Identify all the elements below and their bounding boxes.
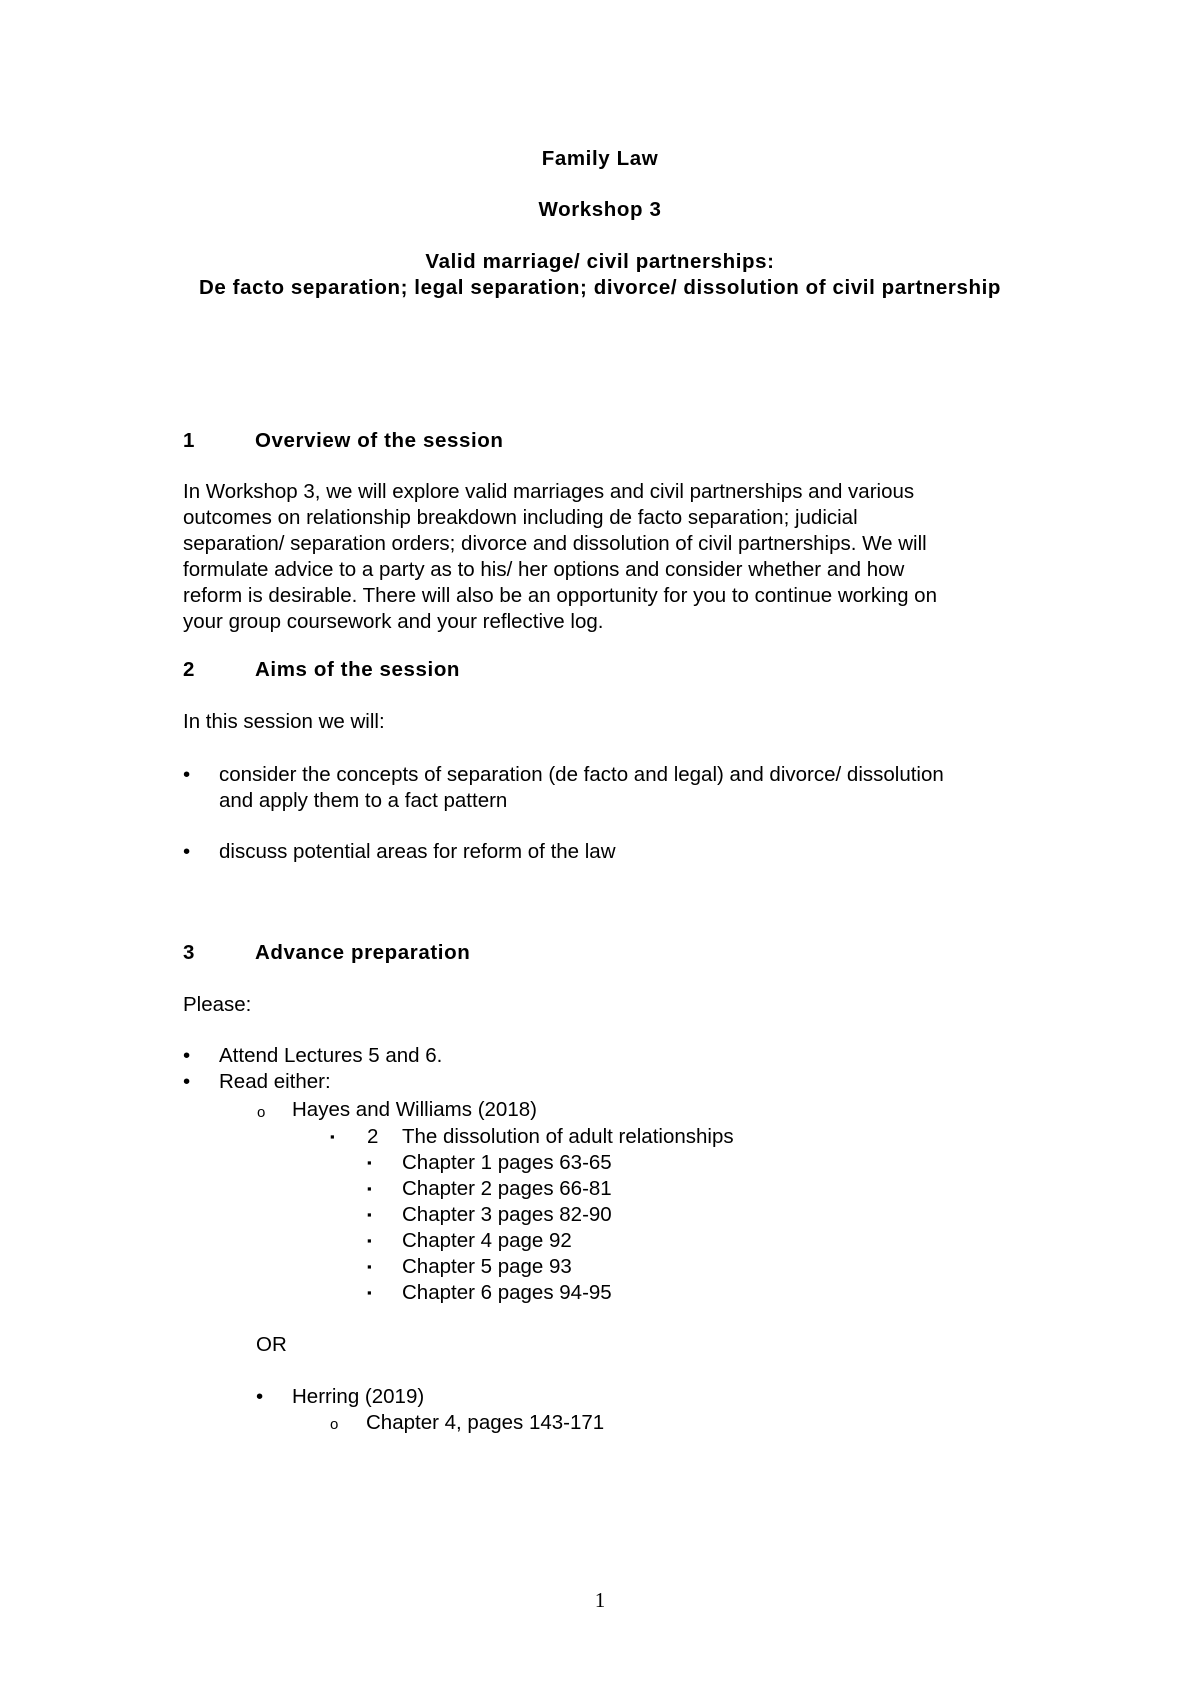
square-bullet-icon: ▪: [367, 1155, 372, 1170]
square-bullet-icon: ▪: [367, 1259, 372, 1274]
workshop-title: Workshop 3: [538, 198, 662, 221]
square-bullet-icon: ▪: [367, 1233, 372, 1248]
bullet-icon: •: [183, 1070, 191, 1093]
overview-paragraph: [183, 479, 1033, 635]
square-bullet-icon: ▪: [330, 1129, 335, 1144]
circle-bullet-icon: o: [330, 1416, 339, 1433]
chapter-item: Chapter 5 page 93: [402, 1255, 572, 1278]
reading-hayes-williams: Hayes and Williams (2018): [292, 1098, 537, 1121]
aims-item-line: discuss potential areas for reform of the law: [219, 840, 616, 863]
or-separator: OR: [256, 1333, 287, 1356]
section-title: Advance preparation: [255, 941, 471, 964]
paragraph-line: formulate advice to a party as to his/ her options and consider whether and how: [183, 558, 905, 581]
bullet-icon: •: [183, 840, 191, 863]
preparation-intro: Please:: [183, 993, 252, 1016]
paragraph-line: your group coursework and your reflective log.: [183, 610, 604, 633]
topic-line-1: Valid marriage/ civil partnerships:: [425, 250, 775, 273]
square-bullet-icon: ▪: [367, 1181, 372, 1196]
section-number: 1: [183, 429, 196, 452]
chapter-item: Chapter 3 pages 82-90: [402, 1203, 612, 1226]
aims-item-line: consider the concepts of separation (de facto and legal) and divorce/ dissolution: [219, 763, 944, 786]
reading-part-title: The dissolution of adult relationships: [402, 1125, 734, 1148]
paragraph-line: In Workshop 3, we will explore valid marriages and civil partnerships and various: [183, 480, 915, 503]
section-heading-aims: [183, 657, 460, 683]
section-number: 3: [183, 941, 196, 964]
paragraph-line: reform is desirable. There will also be an opportunity for you to continue working on: [183, 584, 937, 607]
course-title: Family Law: [541, 147, 659, 170]
square-bullet-icon: ▪: [367, 1285, 372, 1300]
aims-intro: In this session we will:: [183, 710, 385, 733]
section-heading-preparation: [183, 940, 470, 966]
circle-bullet-icon: o: [257, 1104, 266, 1121]
chapter-item: Chapter 6 pages 94-95: [402, 1281, 612, 1304]
reading-herring: Herring (2019): [292, 1385, 425, 1408]
section-number: 2: [183, 658, 196, 681]
preparation-item: Read either:: [219, 1070, 331, 1093]
chapter-item: Chapter 2 pages 66-81: [402, 1177, 612, 1200]
topic-line-2: De facto separation; legal separation; divorce/ dissolution of civil partnership: [198, 276, 1002, 299]
square-bullet-icon: ▪: [367, 1207, 372, 1222]
aims-item-line: and apply them to a fact pattern: [219, 789, 508, 812]
paragraph-line: separation/ separation orders; divorce and dissolution of civil partnerships. We will: [183, 532, 927, 555]
chapter-item: Chapter 4 page 92: [402, 1229, 572, 1252]
bullet-icon: •: [183, 763, 191, 786]
paragraph-line: outcomes on relationship breakdown including de facto separation; judicial: [183, 506, 858, 529]
bullet-icon: •: [256, 1385, 264, 1408]
chapter-item: Chapter 4, pages 143-171: [366, 1411, 605, 1434]
chapter-item: Chapter 1 pages 63-65: [402, 1151, 612, 1174]
page-number: 1: [594, 1588, 606, 1612]
section-heading-overview: [183, 428, 504, 454]
bullet-icon: •: [183, 1044, 191, 1067]
preparation-item: Attend Lectures 5 and 6.: [219, 1044, 443, 1067]
section-title: Aims of the session: [255, 658, 461, 681]
reading-part-number: 2: [367, 1125, 379, 1148]
section-title: Overview of the session: [255, 429, 504, 452]
